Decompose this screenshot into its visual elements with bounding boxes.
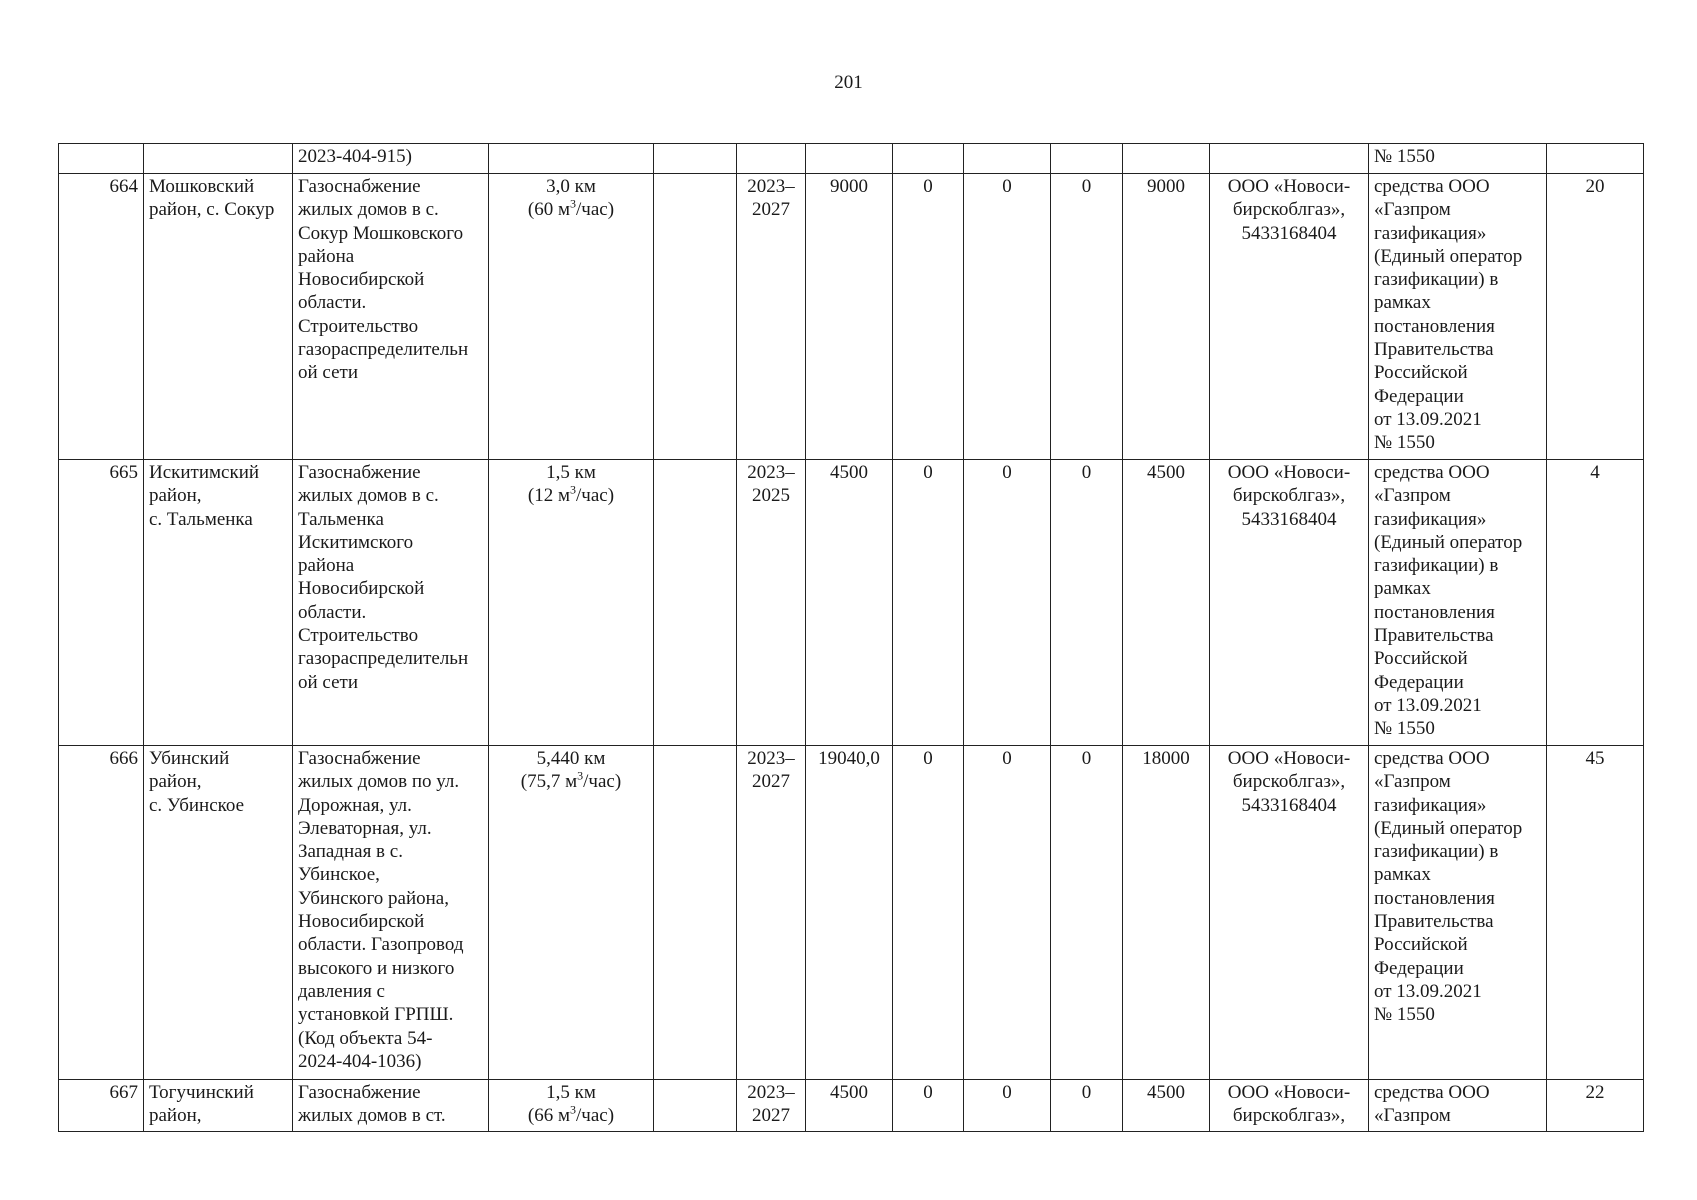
cell-value-2: 0 [964, 1080, 1051, 1132]
cell-capacity [489, 460, 654, 746]
cell-total: 4500 [806, 460, 893, 746]
cell-location: Тогучинский район, [149, 1082, 254, 1127]
capacity-pre: (75,7 м [520, 771, 578, 793]
cell-period: 2023– 2027 [747, 1082, 795, 1127]
cell-last: 22 [1547, 1080, 1644, 1132]
cell-period: 2023– 2025 [747, 462, 795, 507]
cell-value-3: 0 [1051, 460, 1123, 746]
cell-empty [59, 144, 144, 174]
length-value: 3,0 км [546, 176, 596, 197]
cell-object-description: Газоснабжение жилых домов в ст. [298, 1082, 446, 1127]
cell-executor: ООО «Новоси- бирскоблгаз», [1227, 1082, 1351, 1127]
cell-executor: ООО «Новоси- бирскоблгаз», 5433168404 [1227, 748, 1351, 816]
cell-value-4: 4500 [1123, 460, 1210, 746]
capacity-pre: (12 м [527, 485, 571, 507]
cell-value-1: 0 [893, 460, 964, 746]
cell-empty [654, 746, 737, 1080]
cell-object-continuation: 2023-404-915) [293, 144, 489, 174]
capacity-pre: (66 м [527, 1105, 571, 1127]
cell-empty [806, 144, 893, 174]
cell-empty [489, 144, 654, 174]
cell-funding-basis: средства ООО «Газпром [1374, 1082, 1490, 1127]
capacity-sup: 3 [570, 1102, 577, 1117]
cell-funding-basis: средства ООО «Газпром газификация» (Единый оператор газификации) в рамках постановления Правительства Российской Федерации от 13.09.2021 № 1550 [1374, 176, 1523, 454]
cell-empty [737, 144, 806, 174]
cell-last: 20 [1547, 174, 1644, 460]
cell-empty [1210, 144, 1369, 174]
length-value: 1,5 км [546, 1082, 596, 1103]
cell-empty [1547, 144, 1644, 174]
cell-period: 2023– 2027 [747, 748, 795, 793]
cell-funding-basis: средства ООО «Газпром газификация» (Единый оператор газификации) в рамках постановления Правительства Российской Федерации от 13.09.2021 № 1550 [1374, 462, 1523, 740]
cell-empty [893, 144, 964, 174]
cell-executor: ООО «Новоси- бирскоблгаз», 5433168404 [1227, 462, 1351, 530]
table-row [59, 1080, 1644, 1132]
cell-value-1: 0 [893, 1080, 964, 1132]
capacity-sup: 3 [577, 768, 584, 783]
cell-row-number: 667 [59, 1080, 144, 1132]
cell-value-4: 9000 [1123, 174, 1210, 460]
cell-value-4: 4500 [1123, 1080, 1210, 1132]
cell-empty [654, 460, 737, 746]
length-value: 1,5 км [546, 462, 596, 483]
investment-table [58, 143, 1644, 1132]
cell-total: 19040,0 [806, 746, 893, 1080]
cell-location: Мошковский район, с. Сокур [149, 176, 275, 221]
cell-last: 4 [1547, 460, 1644, 746]
capacity-post: /час) [576, 485, 615, 507]
cell-funding-basis: средства ООО «Газпром газификация» (Единый оператор газификации) в рамках постановления Правительства Российской Федерации от 13.09.2021 № 1550 [1374, 748, 1523, 1026]
cell-total: 4500 [806, 1080, 893, 1132]
cell-empty [654, 174, 737, 460]
cell-value-3: 0 [1051, 174, 1123, 460]
table-row [59, 746, 1644, 1080]
cell-value-3: 0 [1051, 746, 1123, 1080]
cell-empty [654, 1080, 737, 1132]
cell-object-description: Газоснабжение жилых домов в с. Сокур Мошковского района Новосибирской области. Строительство газораспределительн ой сети [298, 176, 469, 384]
cell-value-2: 0 [964, 460, 1051, 746]
cell-empty [1123, 144, 1210, 174]
cell-period: 2023– 2027 [747, 176, 795, 221]
table-row [59, 174, 1644, 460]
cell-empty [654, 144, 737, 174]
cell-executor: ООО «Новоси- бирскоблгаз», 5433168404 [1227, 176, 1351, 244]
length-value: 5,440 км [536, 748, 606, 769]
page-number: 201 [834, 72, 863, 93]
cell-basis-continuation: № 1550 [1369, 144, 1547, 174]
capacity-post: /час) [576, 1105, 615, 1127]
table-row-continuation [59, 144, 1644, 174]
cell-capacity [489, 174, 654, 460]
cell-location: Искитимский район, с. Тальменка [149, 462, 260, 530]
cell-object-description: Газоснабжение жилых домов по ул. Дорожная, ул. Элеваторная, ул. Западная в с. Убинское, Убинского района, Новосибирской области. Газопровод высокого и низкого давления с установкой ГРПШ. (Код объекта 54- 2024-404-1036) [298, 748, 464, 1072]
cell-row-number: 666 [59, 746, 144, 1080]
cell-empty [964, 144, 1051, 174]
cell-value-3: 0 [1051, 1080, 1123, 1132]
table-row [59, 460, 1644, 746]
cell-empty [1051, 144, 1123, 174]
cell-capacity [489, 746, 654, 1080]
cell-last: 45 [1547, 746, 1644, 1080]
cell-value-2: 0 [964, 174, 1051, 460]
capacity-post: /час) [583, 771, 622, 793]
cell-total: 9000 [806, 174, 893, 460]
capacity-pre: (60 м [527, 199, 571, 221]
cell-empty [144, 144, 293, 174]
capacity-sup: 3 [570, 482, 577, 497]
capacity-post: /час) [576, 199, 615, 221]
cell-row-number: 665 [59, 460, 144, 746]
cell-value-2: 0 [964, 746, 1051, 1080]
cell-value-1: 0 [893, 174, 964, 460]
cell-value-1: 0 [893, 746, 964, 1080]
cell-capacity [489, 1080, 654, 1132]
cell-location: Убинский район, с. Убинское [149, 748, 245, 816]
capacity-sup: 3 [570, 196, 577, 211]
cell-value-4: 18000 [1123, 746, 1210, 1080]
cell-row-number: 664 [59, 174, 144, 460]
cell-object-description: Газоснабжение жилых домов в с. Тальменка Искитимского района Новосибирской области. Строительство газораспределительн ой сети [298, 462, 469, 693]
